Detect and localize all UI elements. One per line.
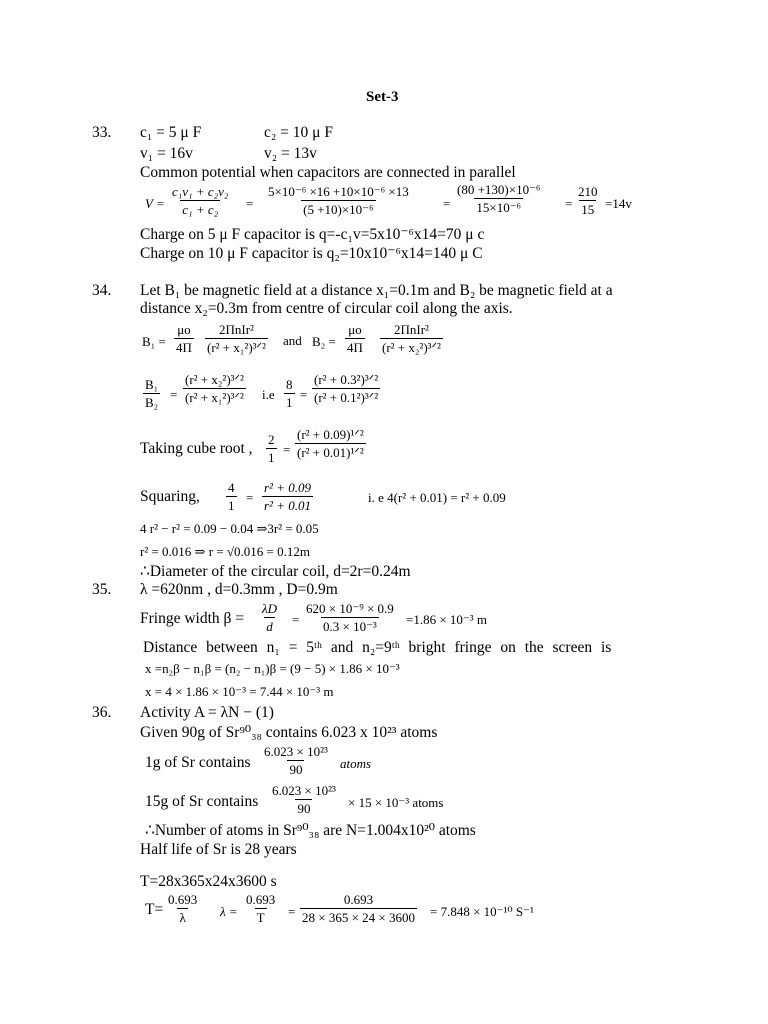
c2-value: c₂ = 10 μ F: [264, 124, 333, 141]
equals-sign: =: [565, 196, 573, 211]
fraction-numerator: λD: [262, 601, 278, 616]
question-number-34: 34.: [92, 282, 112, 299]
equals-sign: =: [288, 904, 296, 919]
fraction-numerator: 0.693: [246, 892, 276, 907]
fraction-denominator: c₁ + c₂: [182, 202, 219, 217]
charge-5uf-text: Charge on 5 μ F capacitor is q=-c₁v=5x10⁻⁶x14=70 μ c: [140, 226, 485, 243]
v1-value: v₁ = 16v: [140, 145, 193, 162]
fraction-denominator: (r² + x₁²)³ᐟ²: [185, 390, 244, 405]
fringe-distance-text: Distance between n₁ = 5ᵗʰ and n₂=9ᵗʰ bright fringe on the screen is: [143, 639, 612, 656]
numeric-distance-ratio: [312, 372, 380, 405]
fraction-denominator: 1: [228, 498, 235, 513]
fraction-numerator: B₁: [145, 377, 159, 392]
b2-field-formula: [380, 322, 443, 355]
equals-sign: =: [443, 196, 451, 211]
fraction-numerator: μo: [177, 322, 191, 337]
equals-sign: =: [246, 196, 254, 211]
fraction-denominator: 1: [268, 450, 275, 465]
fringe-distance-result: x = 4 × 1.86 × 10⁻³ = 7.44 × 10⁻³ m: [145, 684, 334, 699]
ie-text: i.e: [262, 387, 275, 402]
charge-10uf-text: Charge on 10 μ F capacitor is q₂=10x10⁻⁶x14=140 μ C: [140, 245, 483, 262]
cube-root-ratio: [295, 427, 366, 460]
fraction-numerator: 2ΠnIr²: [394, 322, 429, 337]
fraction-denominator: 4Π: [347, 340, 363, 355]
one-gram-text: 1g of Sr contains: [145, 754, 251, 771]
squared-ratio: [262, 480, 313, 513]
equals-sign: =: [292, 612, 300, 627]
fraction-denominator: 1: [286, 395, 293, 410]
half-life-formula: [166, 892, 199, 925]
fraction-numerator: 210: [578, 184, 598, 199]
fraction-numerator: 8: [286, 377, 293, 392]
atoms-label: atoms: [340, 756, 372, 771]
fraction-denominator: (5 +10)×10⁻⁶: [303, 202, 374, 217]
fraction-denominator: 90: [289, 762, 303, 777]
fraction-numerator: μo: [348, 322, 362, 337]
fringe-distance-formula: x =n₂β − n₁β = (n₂ − n₁)β = (9 − 5) × 1.86 × 10⁻³: [145, 661, 400, 676]
simplify-line: 4 r² − r² = 0.09 − 0.04 ⇒3r² = 0.05: [140, 521, 319, 536]
mu-over-4pi: [174, 322, 194, 355]
number-of-atoms: ∴Number of atoms in Sr⁹⁰₃₈ are N=1.004x10²⁰ atoms: [145, 822, 476, 839]
fifteen-gram-atoms: × 15 × 10⁻³ atoms: [348, 795, 444, 810]
given-strontium: Given 90g of Sr⁹⁰₃₈ contains 6.023 x 10²³ atoms: [140, 724, 438, 741]
squared-equation: i. e 4(r² + 0.01) = r² + 0.09: [368, 490, 506, 505]
question-number-33: 33.: [92, 124, 112, 141]
given-values: λ =620nm , d=0.3mm , D=0.9m: [140, 581, 338, 598]
fraction-numerator: r² + 0.09: [264, 480, 311, 495]
potential-substitution: [266, 184, 411, 217]
fraction-denominator: (r² + x₂²)³ᐟ²: [382, 340, 441, 355]
mu-over-4pi: [345, 322, 365, 355]
fringe-width-label: Fringe width β =: [140, 610, 245, 627]
b1-label: B₁ =: [142, 334, 166, 349]
avogadro-over-90: [262, 744, 330, 777]
fraction-denominator: (r² + x₁²)³ᐟ²: [207, 340, 266, 355]
fraction-numerator: 6.023 × 10²³: [272, 783, 336, 798]
b-ratio: [143, 377, 160, 410]
fraction-numerator: 620 × 10⁻⁹ × 0.9: [306, 601, 394, 616]
fraction-numerator: 6.023 × 10²³: [264, 744, 328, 759]
equals-sign: =: [283, 442, 291, 457]
page-title: Set-3: [366, 89, 399, 105]
decay-constant-substitution: [300, 892, 417, 925]
four-over-one: [226, 480, 237, 513]
avogadro-over-90: [270, 783, 338, 816]
cube-root-text: Taking cube root ,: [140, 440, 253, 457]
fraction-numerator: (80 +130)×10⁻⁶: [457, 182, 541, 197]
fraction-numerator: 2ΠnIr²: [219, 322, 254, 337]
potential-sum: [455, 182, 542, 215]
fringe-width-result: =1.86 × 10⁻³ m: [406, 612, 488, 627]
activity-formula: Activity A = λN − (1): [140, 704, 274, 721]
fraction-denominator: T: [256, 910, 265, 925]
time-in-seconds: T=28x365x24x3600 s: [140, 873, 277, 890]
fraction-numerator: 0.693: [168, 892, 198, 907]
lambda-d-over-d: [260, 601, 279, 634]
fraction-denominator: 90: [297, 801, 311, 816]
b1-field-formula: [205, 322, 268, 355]
decay-constant-formula: [244, 892, 277, 925]
fringe-width-substitution: [304, 601, 396, 634]
decay-constant-result: = 7.848 × 10⁻¹⁰ S⁻¹: [430, 904, 534, 919]
fraction-numerator: (r² + x₂²)³ᐟ²: [185, 372, 244, 387]
potential-ratio: [576, 184, 600, 217]
fraction-numerator: 0.693: [343, 892, 374, 907]
fifteen-gram-text: 15g of Sr contains: [145, 793, 259, 810]
fraction-numerator: c₁v₁ + c₂v₂: [172, 184, 229, 199]
magnetic-field-intro-1: Let B₁ be magnetic field at a distance x₁=0.1m and B₂ be magnetic field at a: [140, 282, 613, 299]
lambda-label: λ =: [220, 904, 238, 919]
squaring-text: Squaring,: [140, 488, 200, 505]
fraction-denominator: B₂: [145, 395, 159, 410]
fraction-numerator: (r² + 0.3²)³ᐟ²: [314, 372, 379, 387]
t-label: T=: [145, 901, 164, 918]
half-life-text: Half life of Sr is 28 years: [140, 841, 297, 858]
potential-formula: [170, 184, 230, 217]
magnetic-field-intro-2: distance x₂=0.3m from centre of circular coil along the axis.: [140, 300, 513, 317]
fraction-denominator: (r² + 0.01)¹ᐟ²: [297, 445, 364, 460]
fraction-denominator: λ: [179, 910, 186, 925]
fraction-numerator: 4: [228, 480, 235, 495]
fraction-denominator: 28 × 365 × 24 × 3600: [302, 910, 415, 925]
c1-value: c₁ = 5 μ F: [140, 124, 202, 141]
fraction-numerator: (r² + 0.09)¹ᐟ²: [297, 427, 364, 442]
fraction-denominator: 15×10⁻⁶: [476, 200, 522, 215]
equals-sign: =: [246, 490, 254, 505]
v2-value: v₂ = 13v: [264, 145, 317, 162]
fraction-denominator: d: [266, 619, 273, 634]
fraction-denominator: (r² + 0.1²)³ᐟ²: [314, 390, 379, 405]
fraction-denominator: 15: [581, 202, 595, 217]
question-number-35: 35.: [92, 581, 112, 598]
eight-over-one: [284, 377, 295, 410]
b2-label: B₂ =: [312, 334, 336, 349]
fraction-denominator: 4Π: [176, 340, 192, 355]
potential-result: =14v: [605, 196, 632, 211]
diameter-line: ∴Diameter of the circular coil, d=2r=0.24m: [140, 563, 411, 580]
common-potential-text: Common potential when capacitors are connected in parallel: [140, 164, 516, 181]
fraction-denominator: r² + 0.01: [264, 498, 311, 513]
distance-ratio: [183, 372, 246, 405]
and-text: and: [283, 333, 302, 348]
fraction-denominator: 0.3 × 10⁻³: [322, 619, 377, 634]
equals-sign: =: [170, 387, 178, 402]
two-over-one: [266, 432, 277, 465]
equals-sign: =: [300, 387, 308, 402]
fraction-numerator: 2: [268, 432, 275, 447]
radius-line: r² = 0.016 ⇒ r = √0.016 = 0.12m: [140, 544, 310, 559]
fraction-numerator: 5×10⁻⁶ ×16 +10×10⁻⁶ ×13: [268, 184, 409, 199]
v-label: V =: [145, 196, 165, 211]
question-number-36: 36.: [92, 704, 112, 721]
